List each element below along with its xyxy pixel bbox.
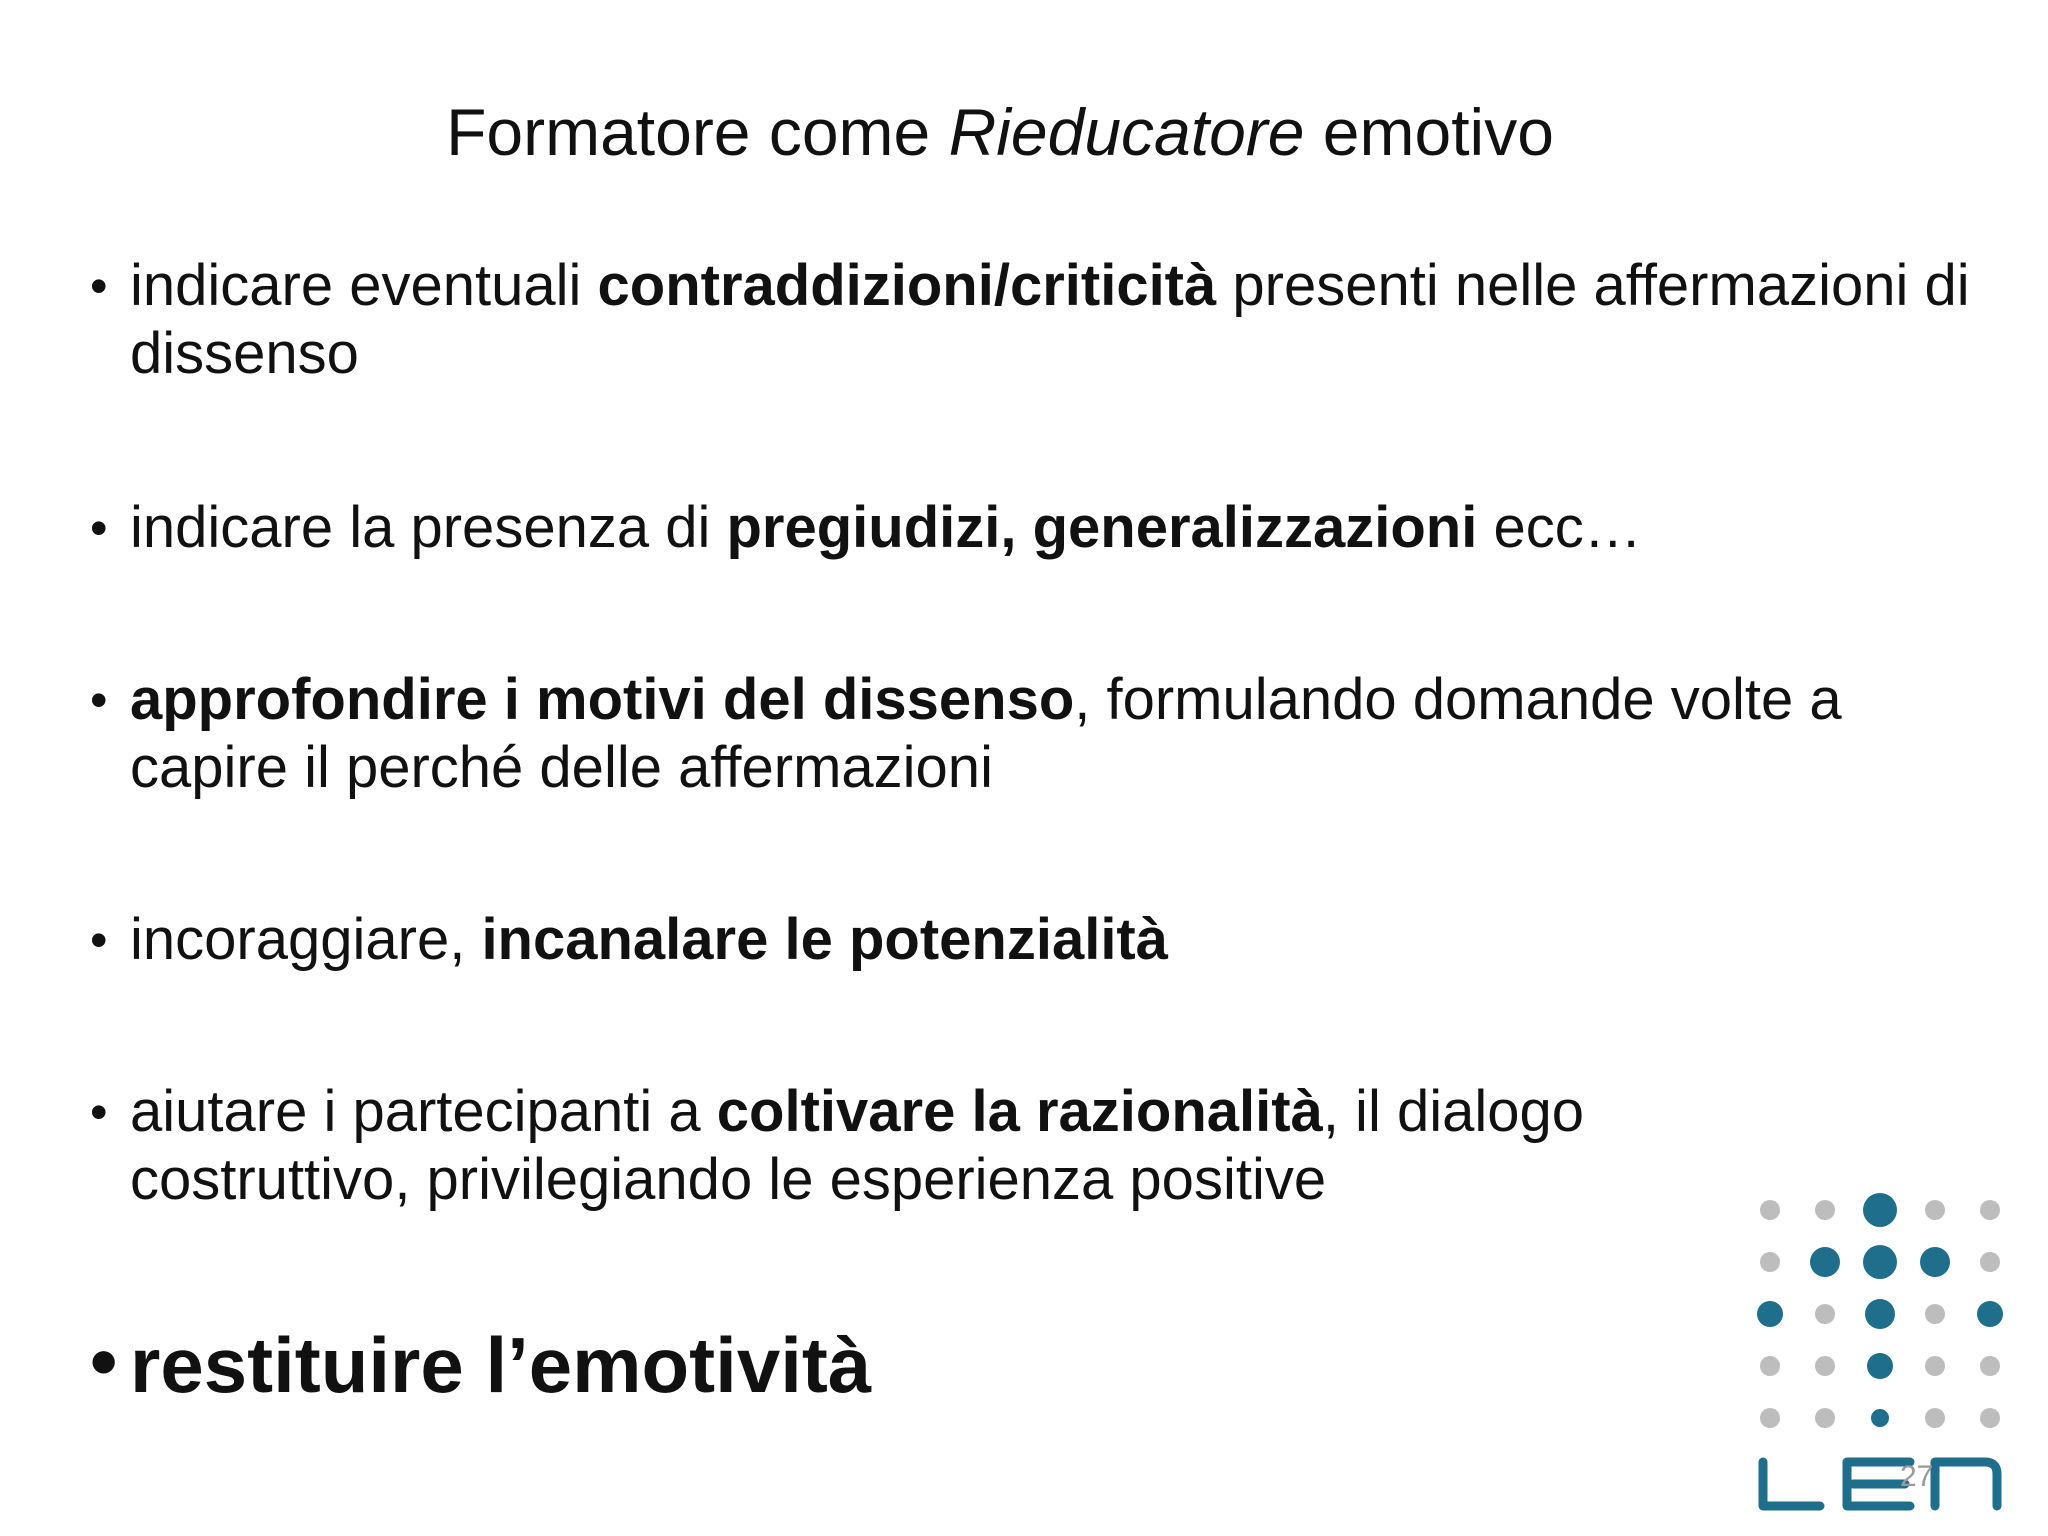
bullet-text-normal: indicare la presenza di bbox=[130, 495, 727, 560]
bullet-text-bold: approfondire i motivi del dissenso bbox=[130, 667, 1075, 732]
bullet-text bbox=[130, 252, 2010, 388]
bullet-marker: • bbox=[90, 1084, 108, 1140]
bullet-text bbox=[130, 494, 2010, 562]
title-part1: Formatore come bbox=[446, 95, 949, 169]
title-italic: Rieducatore bbox=[948, 95, 1305, 169]
bullet-text-normal: , il dialogo costruttivo, privilegiando le esperienza positive bbox=[130, 1079, 1584, 1212]
bullet-text-normal: ecc… bbox=[1477, 495, 1642, 560]
bullet-item bbox=[90, 494, 2010, 562]
title-part2: emotivo bbox=[1304, 95, 1554, 169]
bullet-text-bold: pregiudizi, generalizzazioni bbox=[726, 495, 1478, 560]
bullet-item bbox=[90, 252, 2010, 388]
bullet-text-normal: aiutare i partecipanti a bbox=[130, 1079, 717, 1144]
bullet-text-normal: presenti nelle affermazioni di dissenso bbox=[130, 253, 1970, 386]
bullet-text-normal: incoraggiare, bbox=[130, 907, 482, 972]
bullet-text-normal: indicare eventuali bbox=[130, 253, 598, 318]
bullet-marker: • bbox=[90, 258, 108, 314]
bullet-marker: • bbox=[90, 672, 108, 728]
bullet-item bbox=[90, 1078, 1790, 1214]
bullet-item bbox=[90, 666, 2010, 802]
bullet-marker: • bbox=[90, 912, 108, 968]
logo-dot-matrix bbox=[1757, 1193, 2003, 1428]
logo-letters bbox=[1763, 1462, 1997, 1506]
bullet-text-bold: restituire l’emotività bbox=[130, 1321, 872, 1409]
bullet-text-normal: , formulando domande volte a capire il perché delle affermazioni bbox=[130, 667, 1842, 800]
bullet-text-bold: incanalare le potenzialità bbox=[481, 907, 1169, 972]
bullet-marker: • bbox=[90, 1317, 118, 1405]
bullet-item-emphasis bbox=[90, 1317, 2010, 1410]
bullet-text-bold: coltivare la razionalità bbox=[716, 1079, 1323, 1144]
len-logo bbox=[1735, 1180, 2015, 1520]
bullet-text bbox=[130, 666, 2010, 802]
bullet-text bbox=[130, 1078, 1790, 1214]
bullet-item bbox=[90, 906, 2010, 974]
slide-title bbox=[0, 92, 2000, 172]
bullet-text-bold: contraddizioni/criticità bbox=[597, 253, 1217, 318]
page-number: 27 bbox=[1900, 1460, 1934, 1493]
bullet-marker: • bbox=[90, 500, 108, 556]
bullet-text bbox=[130, 906, 2010, 974]
